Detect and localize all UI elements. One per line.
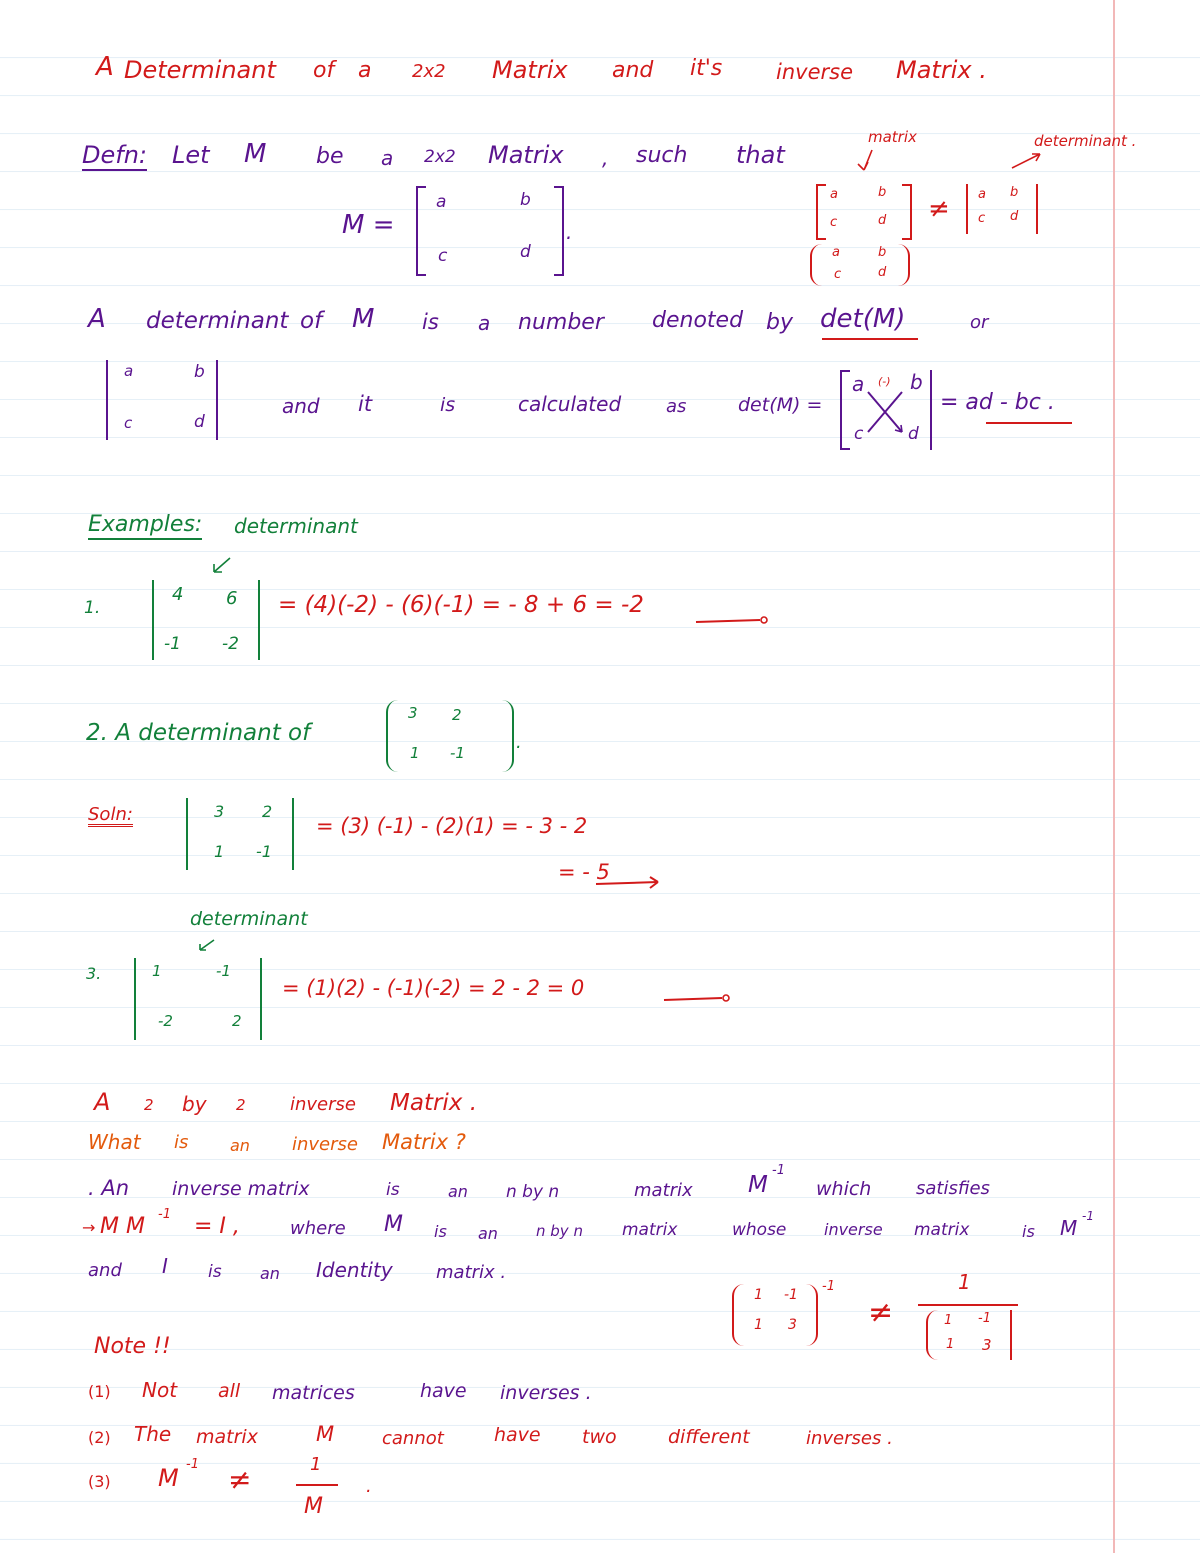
calc-cell-c: c [124,414,133,432]
inv-line1-which: which [816,1178,872,1200]
notebook-margin-line [1113,0,1115,1553]
side-det-bars: a b c d [966,184,1038,234]
note2-w1: The [134,1422,172,1446]
ex3-num: 3. [86,964,102,983]
inv-example-neq: ≠ [868,1295,894,1330]
det-notation: det(M) [820,304,906,334]
ex1-arrow-icon [210,556,234,576]
inv-example-denominator-matrix: 1 -1 1 3 [926,1310,1012,1360]
ex2-matrix: 3 2 1 -1 [386,700,514,772]
side-arrow2-icon [1010,150,1050,170]
inv-line3-an: an [260,1264,280,1283]
inv-line2-arrow-icon: → [82,1218,96,1237]
side-square-matrix [816,184,912,240]
inv-line1-sup: -1 [772,1163,785,1178]
title-its: it's [690,56,723,81]
note1-w3: matrices [272,1382,355,1404]
note1-w1: Not [142,1378,178,1402]
note1-num: (1) [88,1382,111,1401]
det-is: is [422,310,439,334]
inv-line1-bullet: . An [88,1176,130,1200]
ex3-equation: = (1)(2) - (-1)(-2) = 2 - 2 = 0 [282,976,585,1000]
det-denoted: denoted [652,308,744,333]
examples-heading: Examples: [88,514,202,540]
inv-line1-satisfies: satisfies [916,1178,990,1199]
inv-example-sup: -1 [822,1279,835,1294]
ex3-arrow-icon [196,938,220,954]
inv-heading-by: by [182,1092,207,1116]
det-or: or [970,312,989,333]
note2-w2: matrix [196,1426,258,1448]
ex3-result-arrow-icon [664,994,734,1008]
note2-w5: have [494,1424,541,1446]
side-paren-matrix: a b c d [810,244,910,286]
inv-line2-minv: M [1060,1216,1078,1240]
inv-an: an [230,1136,250,1155]
note2-w7: different [668,1426,750,1448]
calc-det-bars [106,360,218,440]
side-cell-a: a [830,187,838,202]
calc-it: it [358,392,373,416]
ex2-result-arrow-icon [596,874,666,890]
calc-result-underline [986,422,1072,424]
det-notation-underline [822,338,918,340]
inv-line1-matrix: matrix [634,1180,693,1201]
ex3-det: 1 -1 -2 2 [134,958,262,1040]
ex1-num: 1. [84,598,101,618]
inv-line1-an: an [448,1182,468,1201]
note3-fraction-bar [296,1484,338,1486]
inv-is: is [174,1132,189,1153]
defn-that: that [736,141,785,169]
side-determinant-label: determinant . [1034,132,1137,150]
title-matrix2: Matrix . [896,56,987,84]
ex2-dot: . [516,732,522,753]
inv-example-matrix: 1 -1 1 3 [732,1284,818,1346]
calc-det-m-eq: det(M) = [738,394,823,416]
det-number: number [518,310,604,335]
inv-line3-is: is [208,1262,222,1282]
inv-line2-i: = I , [194,1214,240,1239]
note1-w2: all [218,1380,241,1402]
defn-let: Let [172,141,210,169]
inv-line2-eq: M M [100,1214,145,1239]
note2-w4: cannot [382,1428,444,1449]
inv-line2-is: is [434,1222,447,1241]
inv-line2-matrix2: matrix [914,1220,970,1240]
matrix-cell-c: c [438,246,448,266]
title-a: A [96,52,114,82]
note3-one: 1 [310,1454,322,1475]
title-a2: a [358,58,372,83]
calc-result: = ad - bc . [940,390,1055,415]
side-cell-c: c [830,215,838,230]
det-m: M [352,304,375,334]
matrix-cell-d: d [520,242,531,262]
ex2-statement: 2. A determinant of [86,720,311,746]
calc-minus-sign: (-) [878,375,891,388]
inv-line1-nbyn: n by n [506,1182,560,1202]
calc-cross-det: a (-) b c d [840,370,932,450]
defn-comma: , [602,146,609,170]
inv-line3-matrix: matrix . [436,1262,507,1283]
inv-line2-sup2: -1 [1082,1209,1094,1223]
side-matrix-label: matrix [868,128,917,146]
calc-cell-b: b [194,362,205,382]
ex2-det: 3 2 1 -1 [186,798,294,870]
title-and: and [612,58,654,83]
note3-neq: ≠ [228,1463,252,1496]
det-by: by [766,310,793,335]
note3-dot: . [366,1476,372,1497]
note-heading: Note !! [94,1334,171,1359]
inv-line2-is2: is [1022,1222,1035,1241]
inv-line1-is: is [386,1180,400,1200]
calc-and: and [282,394,320,418]
inv-line2-nbyn: n by n [536,1222,583,1240]
inv-line2-matrix: matrix [622,1220,678,1240]
inv-line2-where: where [290,1218,346,1239]
note2-w6: two [582,1426,617,1448]
ex1-label: determinant [234,514,358,538]
defn-a: a [381,146,394,170]
inv-example-one: 1 [958,1270,971,1294]
side-arrow-icon [850,148,890,178]
inv-matrix-q: Matrix ? [382,1130,466,1154]
inv-line2-sup: -1 [158,1207,171,1222]
ex2-result: = - 5 [558,860,610,884]
side-cell-b: b [878,185,887,200]
title-size: 2x2 [412,61,446,82]
defn-m: M [244,139,267,169]
matrix-bracket-left [416,186,426,276]
title-of: of [313,58,335,83]
inv-line2-inverse: inverse [824,1220,883,1239]
inv-line3-and: and [88,1260,122,1281]
inv-inverse: inverse [292,1134,358,1155]
inv-what: What [88,1130,141,1154]
title-matrix: Matrix [492,56,568,84]
ex1-equation: = (4)(-2) - (6)(-1) = - 8 + 6 = -2 [278,592,644,618]
matrix-bracket-right [554,186,564,276]
inv-heading-2: 2 [144,1096,154,1114]
det-a: A [88,304,106,334]
det-of: of [300,308,323,334]
title-determinant: Determinant [124,56,276,84]
inv-example-fraction-bar [918,1304,1018,1306]
calc-calculated: calculated [518,392,622,416]
ex1-det: 4 6 -1 -2 [152,580,260,660]
defn-matrix: Matrix [488,141,564,169]
defn-m-eq: M = [342,210,395,240]
inv-line3-i: I [162,1254,168,1278]
calc-is: is [440,394,456,416]
defn-be: be [316,144,344,169]
defn-such: such [636,143,688,168]
calc-cell-a: a [124,362,134,380]
ex1-result-arrow-icon [696,614,776,628]
matrix-m [416,186,564,276]
defn-label: Defn: [82,141,147,169]
det-determinant: determinant [146,308,289,334]
ex2-equation: = (3) (-1) - (2)(1) = - 3 - 2 [316,814,588,838]
calc-cell-d: d [194,412,205,432]
note3-sup: -1 [186,1457,199,1472]
note3-m: M [158,1464,179,1492]
side-neq: ≠ [928,194,950,224]
defn-size: 2x2 [424,147,456,167]
inv-line2-m: M [384,1212,403,1237]
inv-line2-an: an [478,1224,498,1243]
inv-line2-whose: whose [732,1220,787,1240]
det-a2: a [478,311,491,335]
note3-num: (3) [88,1472,111,1491]
inv-heading-matrix: Matrix . [390,1090,478,1116]
inv-line3-identity: Identity [316,1258,393,1282]
cross-multiply-icon [840,370,932,450]
note1-w4: have [420,1380,467,1402]
inv-heading-inverse: inverse [290,1094,356,1115]
matrix-cell-b: b [520,190,531,210]
calc-as: as [666,396,687,417]
inv-line1-inverse-matrix: inverse matrix [172,1178,310,1200]
inv-line1-minv: M [748,1172,768,1198]
note3-den: M [304,1494,323,1519]
note2-num: (2) [88,1428,111,1447]
note1-w5: inverses . [500,1382,592,1404]
ex3-label: determinant [190,908,308,930]
inv-heading-2b: 2 [236,1096,246,1114]
side-cell-d: d [878,213,887,228]
title-inverse: inverse [776,60,853,84]
note2-w3: M [316,1422,335,1446]
inv-heading-a: A [94,1088,111,1116]
ex2-soln: Soln: [88,804,133,825]
matrix-cell-a: a [436,192,447,212]
defn-dot: . [566,220,573,244]
note2-w8: inverses . [806,1428,893,1449]
